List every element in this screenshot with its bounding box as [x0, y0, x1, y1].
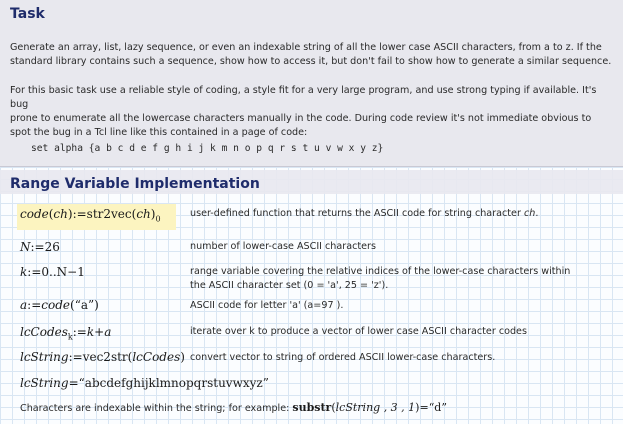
section-title: Range Variable Implementation	[10, 176, 260, 192]
math-code-definition[interactable]: $code(ch):=str2vec(ch)_0$	[20, 207, 161, 224]
desc-k-definition: range variable covering the relative indices of the lower-case characters within the ASCII character set (0 = 'a', 25 = 'z').	[190, 266, 571, 291]
task-p2-line1: For this basic task use a reliable style of coding, a style fit for a very large program, and use strong typing if available. It's bug	[10, 85, 597, 110]
math-n-definition[interactable]: N:=26	[20, 240, 60, 254]
math-a-definition[interactable]: a:=code(“a”)	[20, 298, 99, 312]
task-p2-line2: prone to enumerate all the lowercase characters manually in the code. During code review it's not immediate obvious to	[10, 113, 592, 124]
desc-lcstring-definition: convert vector to string of ordered ASCII lower-case characters.	[190, 352, 496, 363]
math-k-definition[interactable]: k:=0..N−1	[20, 265, 85, 279]
desc-code-definition: user-defined function that returns the ASCII code for string character ch.	[190, 208, 539, 219]
task-paragraph-2	[10, 84, 615, 140]
desc-n-definition: number of lower-case ASCII characters	[190, 241, 376, 252]
math-lcstring-definition[interactable]: lcString:=vec2str(lcCodes)	[20, 350, 185, 364]
task-p1-line1: Generate an array, list, lazy sequence, or even an indexable string of all the lower case ASCII characters, from a to z. If the	[10, 42, 602, 53]
task-code-sample: set alpha {a b c d e f g h i j k m n o p q r s t u v w x y z}	[31, 143, 384, 154]
math-substr-evaluation[interactable]: substr(lcString , 3 , 1)=“d”	[292, 401, 447, 414]
task-p2-line3: spot the bug in a Tcl line like this contained in a page of code:	[10, 127, 308, 138]
task-title: Task	[10, 6, 45, 22]
math-lccodes-definition[interactable]: lcCodes$_k$:=k+a	[20, 325, 112, 342]
task-p1-line2: standard library contains such a sequence, show how to access it, but don't fail to show how to generate a similar sequence.	[10, 56, 612, 67]
task-paragraph-1	[10, 41, 615, 69]
footer-note: Characters are indexable within the string; for example: substr(lcString , 3 , 1)=“d”	[20, 401, 447, 414]
desc-a-definition: ASCII code for letter 'a' (a=97 ).	[190, 300, 344, 311]
desc-lccodes-definition: iterate over k to produce a vector of lower case ASCII character codes	[190, 326, 527, 337]
math-lcstring-evaluation[interactable]: lcString=“abcdefghijklmnopqrstuvwxyz”	[20, 376, 269, 390]
